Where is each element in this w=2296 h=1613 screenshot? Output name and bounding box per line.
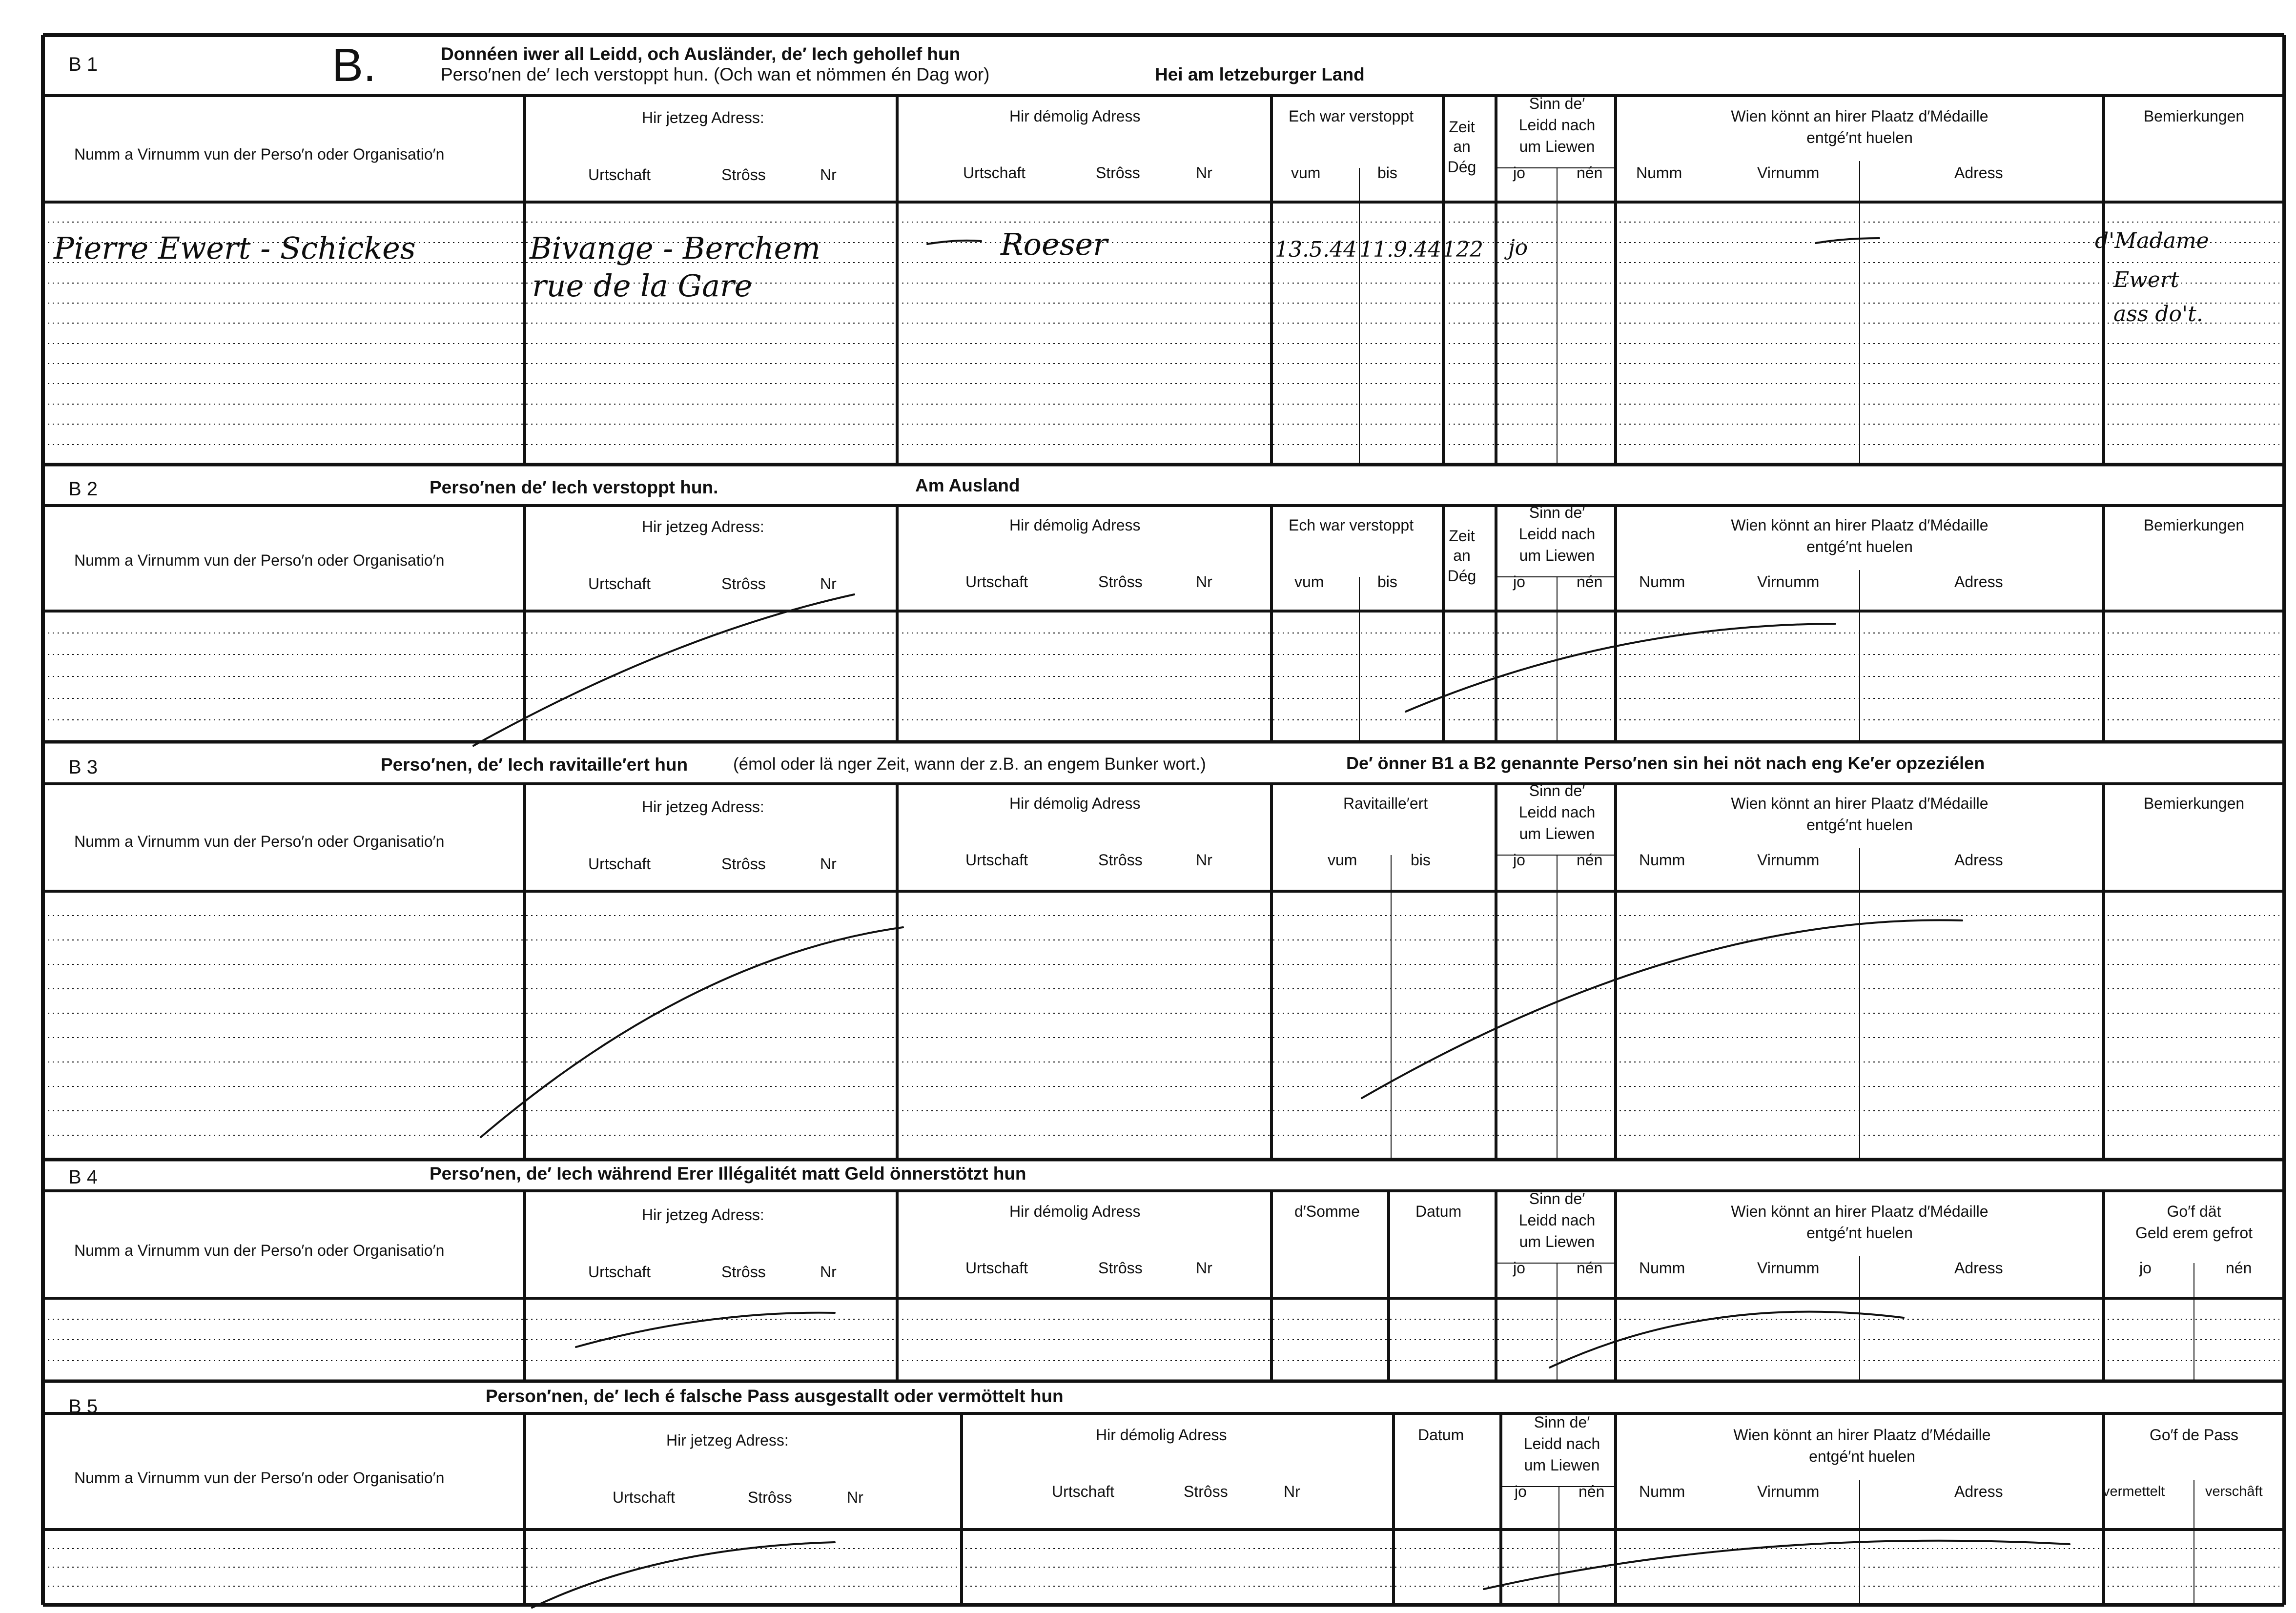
col-prev-nr: Nr	[1196, 851, 1212, 869]
col-prev-strooss: Strôss	[1098, 851, 1143, 869]
col-jo: jo	[1513, 851, 1525, 869]
col-vermettelt: vermettelt	[2103, 1484, 2165, 1499]
col-previous-address: Hir démolig Adress	[1096, 1426, 1227, 1444]
col-prev-strooss: Strôss	[1098, 1259, 1143, 1277]
col-current-address: Hir jetzeg Adress:	[642, 798, 764, 816]
section-id: B 2	[68, 478, 98, 500]
col-m-adress: Adress	[1954, 1483, 2003, 1500]
col-m-adress: Adress	[1954, 573, 2003, 591]
strike-b4-medal	[1550, 1312, 1904, 1368]
section-title-note: (émol oder lä nger Zeit, wann der z.B. an engem Bunker wort.)	[733, 755, 1206, 774]
col-sinn3: um Liewen	[1519, 547, 1595, 564]
col-jo: jo	[1513, 164, 1525, 182]
strike-b1-prev	[927, 241, 981, 244]
col-cur-nr: Nr	[820, 166, 837, 184]
col-sinn2: Leidd nach	[1518, 803, 1596, 821]
col-m-adress: Adress	[1954, 1259, 2003, 1277]
col-deg: Dég	[1447, 158, 1476, 176]
col-name-header: Numm a Virnumm vun der Perso′n oder Organisatio′n	[74, 833, 445, 850]
col-current-address: Hir jetzeg Adress:	[642, 1206, 764, 1224]
col-medal2: entgé′nt huelen	[1806, 1224, 1913, 1242]
col-cur-ort: Urtschaft	[588, 575, 651, 592]
col-sinn3: um Liewen	[1519, 1233, 1595, 1250]
section-id: B 5	[68, 1396, 98, 1417]
col-deg: Dég	[1447, 567, 1476, 585]
col-previous-address: Hir démolig Adress	[1009, 516, 1141, 534]
col-cur-nr: Nr	[820, 1263, 837, 1281]
col-sinn3: um Liewen	[1524, 1456, 1600, 1474]
section-region: Am Ausland	[915, 475, 1020, 495]
col-prev-ort: Urtschaft	[965, 1259, 1028, 1277]
col-hidden: Ech war verstoppt	[1289, 107, 1414, 125]
col-prev-strooss: Strôss	[1098, 573, 1143, 591]
col-verschaft: verschâft	[2205, 1484, 2263, 1499]
section-title-line1: Donnéen iwer all Leidd, och Ausländer, de′ Iech gehollef hun	[441, 44, 961, 64]
section-title: Person′nen, de′ Iech é falsche Pass ausgestallt oder vermöttelt hun	[486, 1386, 1064, 1406]
col-m-virnumm: Virnumm	[1757, 851, 1820, 869]
col-jo: jo	[1513, 573, 1525, 591]
col-prev-strooss: Strôss	[1184, 1483, 1228, 1500]
entry-bis: 11.9.44	[1359, 237, 1441, 262]
col-sinn2: Leidd nach	[1518, 1211, 1596, 1229]
col-medal1: Wien könnt an hirer Plaatz d′Médaille	[1731, 795, 1988, 812]
col-jo: jo	[1515, 1483, 1527, 1500]
col-cur-ort: Urtschaft	[588, 855, 651, 873]
col-cur-strooss: Strôss	[721, 166, 766, 184]
strike-b2-cur	[473, 594, 854, 746]
col-gof1: Go′f dät	[2167, 1203, 2221, 1220]
col-prev-nr: Nr	[1284, 1483, 1300, 1500]
col-m-virnumm: Virnumm	[1757, 1483, 1820, 1500]
col-cur-ort: Urtschaft	[588, 166, 651, 184]
section-title: Perso′nen de′ Iech verstoppt hun.	[430, 477, 718, 497]
col-medal1: Wien könnt an hirer Plaatz d′Médaille	[1731, 107, 1988, 125]
section-id: B 3	[68, 756, 98, 778]
col-m-numm: Numm	[1639, 573, 1685, 591]
col-sinn2: Leidd nach	[1518, 525, 1596, 543]
col-m-numm: Numm	[1639, 1483, 1685, 1500]
col-hidden: Ech war verstoppt	[1289, 516, 1414, 534]
col-m-numm: Numm	[1639, 851, 1685, 869]
col-remarks: Bemierkungen	[2143, 107, 2245, 125]
col-bis: bis	[1411, 851, 1431, 869]
section-title-line2: Perso′nen de′ Iech verstoppt hun. (Och wan et nömmen én Dag wor)	[441, 64, 990, 84]
col-prev-ort: Urtschaft	[965, 851, 1028, 869]
col-sinn1: Sinn de′	[1529, 504, 1585, 521]
col-bis: bis	[1377, 164, 1397, 182]
col-remarks: Bemierkungen	[2143, 795, 2245, 812]
strike-b5-cur	[532, 1542, 835, 1608]
col-bis: bis	[1377, 573, 1397, 591]
col-pass: Go′f de Pass	[2149, 1426, 2239, 1444]
entry-vum: 13.5.44	[1275, 237, 1357, 262]
col-name-header: Numm a Virnumm vun der Perso′n oder Organisatio′n	[74, 145, 445, 163]
col-gof-jo: jo	[2139, 1259, 2152, 1277]
col-current-address: Hir jetzeg Adress:	[642, 518, 764, 535]
col-nen: nén	[1577, 1259, 1603, 1277]
col-sinn3: um Liewen	[1519, 825, 1595, 842]
entry-previous-address: Roeser	[1001, 226, 1107, 262]
col-gof-nen: nén	[2226, 1259, 2252, 1277]
col-datum: Datum	[1415, 1203, 1462, 1220]
col-gof2: Geld erem gefrot	[2135, 1224, 2253, 1242]
col-cur-nr: Nr	[820, 855, 837, 873]
col-cur-nr: Nr	[847, 1489, 863, 1506]
col-vum: vum	[1328, 851, 1357, 869]
col-medal2: entgé′nt huelen	[1806, 538, 1913, 555]
col-previous-address: Hir démolig Adress	[1009, 795, 1141, 812]
col-medal1: Wien könnt an hirer Plaatz d′Médaille	[1733, 1426, 1991, 1444]
col-nen: nén	[1577, 573, 1603, 591]
col-previous-address: Hir démolig Adress	[1009, 107, 1141, 125]
entry-remark-line2: Ewert	[2113, 267, 2179, 292]
col-sinn2: Leidd nach	[1523, 1435, 1600, 1452]
section-id: B 1	[68, 54, 98, 75]
col-cur-ort: Urtschaft	[613, 1489, 676, 1506]
col-nen: nén	[1577, 851, 1603, 869]
entry-remark-line1: d'Madame	[2095, 228, 2209, 253]
entry-deg: 122	[1442, 237, 1483, 262]
col-m-numm: Numm	[1639, 1259, 1685, 1277]
col-m-virnumm: Virnumm	[1757, 164, 1820, 182]
section-region: Hei am letzeburger Land	[1155, 64, 1365, 84]
col-prev-nr: Nr	[1196, 573, 1212, 591]
col-medal2: entgé′nt huelen	[1809, 1448, 1915, 1465]
col-medal2: entgé′nt huelen	[1806, 129, 1913, 146]
col-sinn1: Sinn de′	[1529, 1190, 1585, 1207]
col-an: an	[1453, 138, 1471, 155]
col-somme: d′Somme	[1294, 1203, 1360, 1220]
form-letter: B.	[332, 39, 376, 91]
col-vum: vum	[1291, 164, 1321, 182]
col-m-virnumm: Virnumm	[1757, 573, 1820, 591]
col-sinn3: um Liewen	[1519, 138, 1595, 155]
col-cur-strooss: Strôss	[721, 855, 766, 873]
col-sinn2: Leidd nach	[1518, 116, 1596, 134]
entry-alive: jo	[1508, 235, 1528, 260]
col-datum: Datum	[1418, 1426, 1464, 1444]
col-m-adress: Adress	[1954, 851, 2003, 869]
col-vum: vum	[1294, 573, 1324, 591]
entry-remark-line3: ass do't.	[2113, 302, 2203, 327]
col-cur-ort: Urtschaft	[588, 1263, 651, 1281]
col-m-numm: Numm	[1636, 164, 1682, 182]
col-name-header: Numm a Virnumm vun der Perso′n oder Organisatio′n	[74, 1469, 445, 1487]
col-remarks: Bemierkungen	[2143, 516, 2245, 534]
col-previous-address: Hir démolig Adress	[1009, 1203, 1141, 1220]
col-zeit: Zeit	[1449, 527, 1475, 545]
col-current-address: Hir jetzeg Adress:	[642, 109, 764, 126]
strike-b3-medal	[1362, 920, 1962, 1098]
col-prev-nr: Nr	[1196, 164, 1212, 182]
col-medal2: entgé′nt huelen	[1806, 816, 1913, 834]
col-an: an	[1453, 547, 1471, 564]
section-title: Perso′nen, de′ Iech ravitaille′ert hun	[381, 755, 688, 775]
section-id: B 4	[68, 1166, 98, 1188]
col-sinn1: Sinn de′	[1534, 1413, 1590, 1431]
col-medal1: Wien könnt an hirer Plaatz d′Médaille	[1731, 516, 1988, 534]
col-prev-ort: Urtschaft	[963, 164, 1026, 182]
col-ravitailleert: Ravitaille′ert	[1343, 795, 1428, 812]
col-cur-strooss: Strôss	[721, 1263, 766, 1281]
col-current-address: Hir jetzeg Adress:	[666, 1431, 789, 1449]
col-prev-strooss: Strôss	[1096, 164, 1140, 182]
col-cur-strooss: Strôss	[721, 575, 766, 592]
col-medal1: Wien könnt an hirer Plaatz d′Médaille	[1731, 1203, 1988, 1220]
col-jo: jo	[1513, 1259, 1525, 1277]
col-sinn1: Sinn de′	[1529, 95, 1585, 112]
section-title: Perso′nen, de′ Iech während Erer Illégalitét matt Geld önnerstötzt hun	[430, 1164, 1026, 1184]
entry-current-address-line2: rue de la Gare	[532, 268, 753, 304]
section-title-tail: De′ önner B1 a B2 genannte Perso′nen sin hei nöt nach eng Ke′er opzeziélen	[1346, 753, 1985, 773]
col-cur-strooss: Strôss	[748, 1489, 792, 1506]
entry-name: Pierre Ewert - Schickes	[54, 230, 416, 266]
col-name-header: Numm a Virnumm vun der Perso′n oder Organisatio′n	[74, 551, 445, 569]
col-prev-nr: Nr	[1196, 1259, 1212, 1277]
col-name-header: Numm a Virnumm vun der Perso′n oder Organisatio′n	[74, 1242, 445, 1259]
strike-b4-cur	[576, 1313, 835, 1347]
col-cur-nr: Nr	[820, 575, 837, 592]
col-m-virnumm: Virnumm	[1757, 1259, 1820, 1277]
strike-b5-medal	[1484, 1541, 2070, 1589]
col-nen: nén	[1578, 1483, 1605, 1500]
strike-b3-cur	[481, 927, 903, 1137]
col-prev-ort: Urtschaft	[1052, 1483, 1115, 1500]
col-nen: nén	[1577, 164, 1603, 182]
entry-current-address-line1: Bivange - Berchem	[530, 230, 821, 266]
col-m-adress: Adress	[1954, 164, 2003, 182]
col-prev-ort: Urtschaft	[965, 573, 1028, 591]
col-zeit: Zeit	[1449, 118, 1475, 136]
col-sinn1: Sinn de′	[1529, 782, 1585, 799]
